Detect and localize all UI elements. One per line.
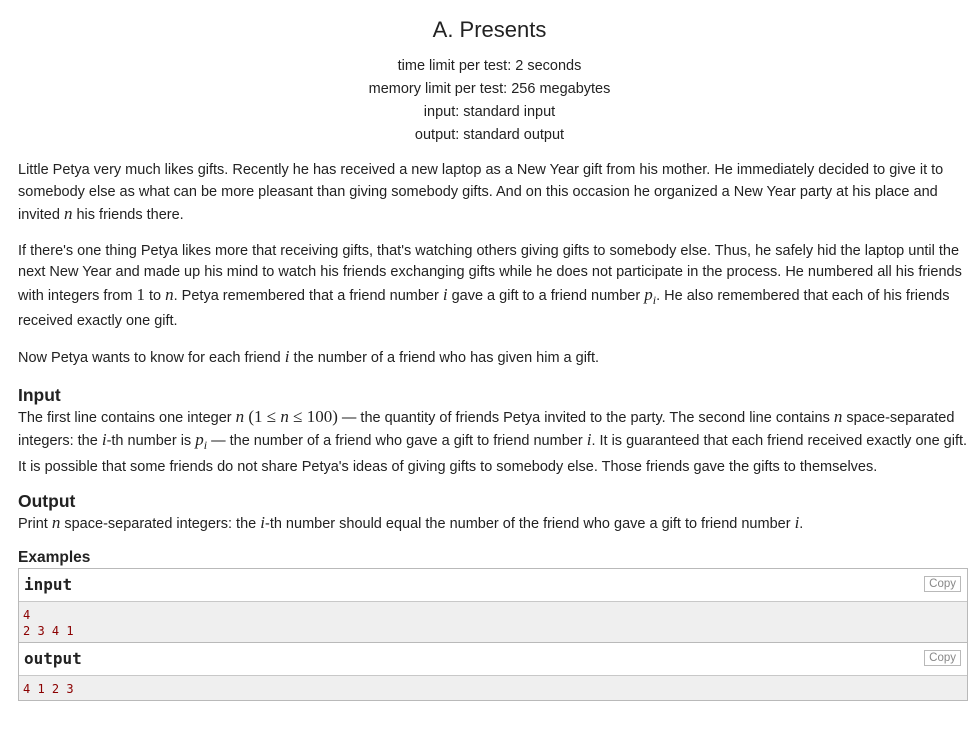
statement-paragraph-2: If there's one thing Petya likes more that receiving gifts, that's watching others giving gifts to somebody else. Thus, he safely hid the laptop until the next New Year and made up his mind to watch his friends exchanging gifts while he does not participate in the process. He numbered all his friends with integers from 1 to n. Petya remembered that a friend number i gave a gift to a friend number $p_i$. He also remembered that each of his friends received exactly one gift.	[18, 242, 962, 329]
memory-limit: memory limit per test: 256 megabytes	[368, 81, 611, 97]
problem-header	[0, 0, 979, 147]
output-section-title: Output	[18, 491, 76, 512]
copy-input-button[interactable]: Copy	[924, 576, 961, 592]
examples-title: Examples	[18, 548, 91, 566]
input-section-title: Input	[18, 384, 61, 405]
input-type: input: standard input	[423, 104, 556, 120]
sample-input-line: 4	[23, 607, 31, 622]
sample-input-line: 2 3 4 1	[23, 623, 74, 638]
sample-input-label: input	[24, 574, 73, 594]
copy-output-button[interactable]: Copy	[924, 650, 961, 666]
statement-paragraph-3: Now Petya wants to know for each friend i the number of a friend who has given him a gift.	[18, 347, 600, 367]
statement-paragraph-1: Little Petya very much likes gifts. Recently he has received a new laptop as a New Year gift from his mother. He immediately decided to give it to somebody else as what can be more pleasant than giving somebody gifts. And on this occasion he organized a New Year party at his place and invited n his friends there.	[18, 162, 944, 223]
problem-statement	[18, 160, 970, 701]
sample-output-header	[19, 642, 967, 676]
sample-input-content	[19, 602, 967, 642]
time-limit: time limit per test: 2 seconds	[397, 58, 582, 74]
sample-output-label: output	[24, 648, 82, 668]
sample-test	[18, 568, 968, 701]
output-specification	[18, 490, 970, 536]
output-section-text: Print n space-separated integers: the i-th number should equal the number of the friend who gave a gift to friend number i.	[18, 513, 804, 533]
sample-output-line: 4 1 2 3	[23, 681, 74, 696]
output-type: output: standard output	[414, 127, 565, 143]
input-section-text: The first line contains one integer n (1 ≤ n ≤ 100) — the quantity of friends Petya invited to the party. The second line contains n space-separated integers: the i-th number is $p_i$ — the number of a friend who gave a gift to friend number i. It is guaranteed that each friend received exactly one gift. It is possible that some friends do not share Petya's ideas of giving gifts to somebody else. Those friends gave the gifts to themselves.	[18, 406, 968, 475]
input-specification	[18, 384, 970, 478]
problem-title: A. Presents	[432, 17, 547, 42]
sample-input-header	[19, 569, 967, 602]
sample-output-content	[19, 676, 967, 700]
